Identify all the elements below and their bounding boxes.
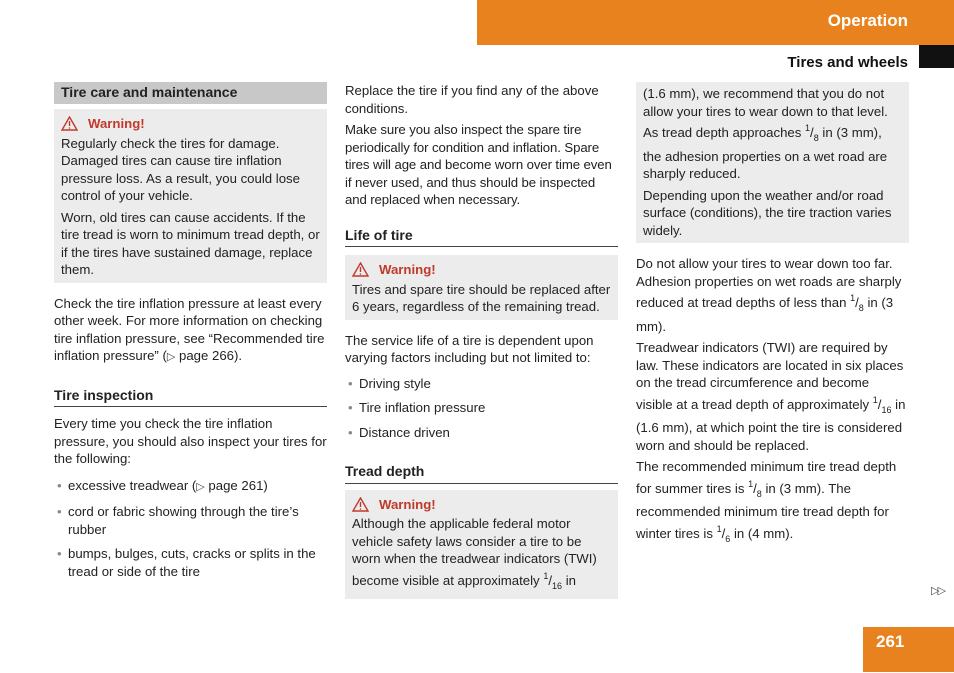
- warning-text: (1.6 mm), we recommend that you do not allow your tires to wear down to that level. As tread depth approaches $^1/_8$ in (3 mm), the adhesion properties on a wet road are sharply reduced.: [643, 86, 888, 181]
- column-1: [54, 82, 327, 587]
- column-2: [345, 82, 618, 599]
- warning-icon: [61, 116, 78, 131]
- warning-label: Warning!: [88, 116, 145, 131]
- section-heading-tire-inspection: Tire inspection: [54, 387, 327, 408]
- body-paragraph: Treadwear indicators (TWI) are required by law. These indicators are located in six places on the tread circumference and become visible at a tread depth of approximately $^1/_{16}$ in (1.6 mm), at which point the tire is considered worn and should be replaced.: [636, 340, 906, 453]
- warning-icon: [352, 262, 369, 277]
- warning-text: Although the applicable federal motor vehicle safety laws consider a tire to be worn when the treadwear indicators (TWI) become visible at approximately $^1/_{16}$ in: [352, 516, 597, 591]
- body-paragraph: Replace the tire if you find any of the above conditions.: [345, 83, 599, 116]
- section-subtitle: Tires and wheels: [787, 54, 908, 71]
- list-item: • Driving style: [345, 375, 618, 393]
- warning-text: Tires and spare tire should be replaced after 6 years, regardless of the remaining tread.: [352, 281, 611, 314]
- warning-box: [345, 255, 618, 320]
- warning-header: [61, 115, 321, 133]
- section-heading-life-of-tire: Life of tire: [345, 227, 618, 248]
- warning-box: [345, 490, 618, 600]
- continue-arrow-icon: ▷▷: [931, 585, 944, 597]
- warning-label: Warning!: [379, 496, 436, 512]
- chapter-tab: [919, 45, 954, 68]
- section-heading-tread-depth: Tread depth: [345, 463, 618, 484]
- warning-box-continued: [636, 82, 909, 243]
- body-paragraph: The service life of a tire is dependent upon varying factors including but not limited to:: [345, 332, 594, 365]
- warning-header: [352, 261, 612, 279]
- list-item: • Tire inflation pressure: [345, 399, 618, 417]
- body-paragraph: Make sure you also inspect the spare tire periodically for condition and inflation. Spare tires will age and become worn over time even if never used, and thus should be inspected and replaced when necessary.: [345, 122, 612, 207]
- warning-text: Regularly check the tires for damage. Damaged tires can cause tire inflation pressure loss. As a result, you could lose control of your vehicle.: [61, 135, 300, 203]
- page-ref-icon: ▷: [196, 480, 205, 493]
- list-item: • Distance driven: [345, 424, 618, 442]
- warning-icon: [352, 497, 369, 512]
- list-item: • excessive treadwear (▷ page 261): [54, 477, 327, 497]
- warning-label: Warning!: [379, 262, 436, 277]
- section-heading-tire-care: Tire care and maintenance: [54, 82, 327, 104]
- body-paragraph: Every time you check the tire inflation pressure, you should also inspect your tires for the following:: [54, 416, 327, 466]
- page-title: Operation: [827, 11, 908, 30]
- inspection-list: [54, 477, 327, 581]
- page-number: 261: [876, 632, 905, 651]
- body-paragraph: Check the tire inflation pressure at least every other week. For more information on checking tire inflation pressure, see “Recommended tire inflation pressure” (▷ page 266).: [54, 295, 325, 363]
- column-3: [636, 82, 909, 552]
- factor-list: [345, 375, 618, 442]
- warning-text: Depending upon the weather and/or road surface (conditions), the tire traction varies widely.: [643, 187, 892, 238]
- warning-box: [54, 109, 327, 283]
- page-ref-icon: ▷: [166, 351, 176, 363]
- warning-header: [352, 496, 612, 514]
- body-paragraph: Do not allow your tires to wear down too far. Adhesion properties on wet roads are sharply reduced at tread depths of less than $^1/_8$ in (3 mm).: [636, 256, 902, 334]
- list-item: • bumps, bulges, cuts, cracks or splits in the tread or side of the tire: [54, 545, 327, 580]
- body-paragraph: The recommended minimum tire tread depth for summer tires is $^1/_8$ in (3 mm). The recommended minimum tire tread depth for winter tires is $^1/_6$ in (4 mm).: [636, 459, 897, 544]
- warning-text: Worn, old tires can cause accidents. If the tire tread is worn to minimum tread depth, or if the tires have sustained damage, replace them.: [61, 209, 320, 277]
- list-item: • cord or fabric showing through the tire’s rubber: [54, 503, 327, 538]
